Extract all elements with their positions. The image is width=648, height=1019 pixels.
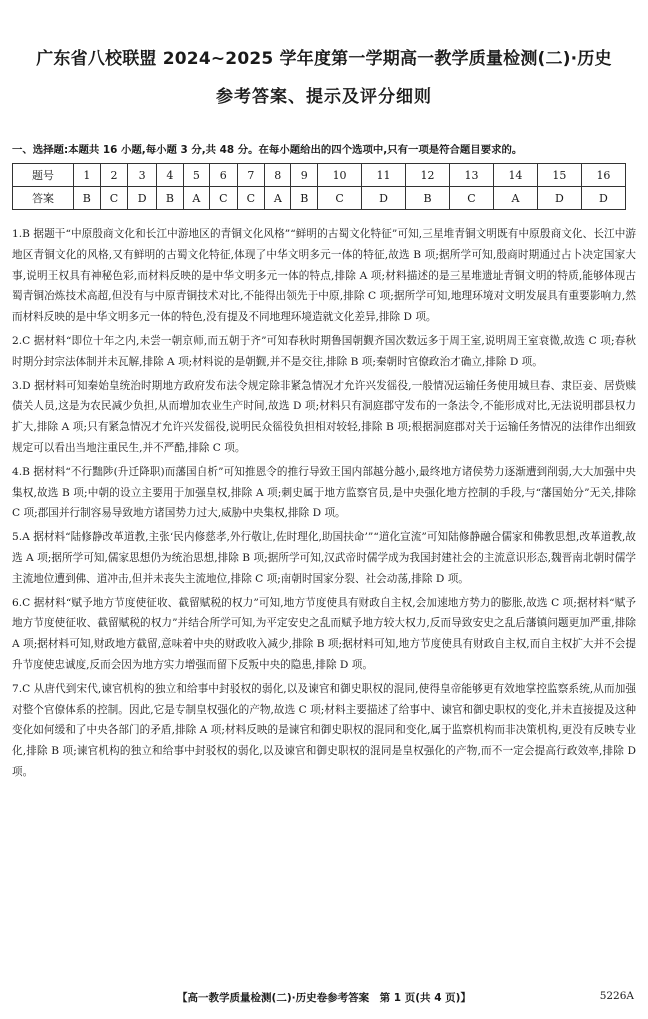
answer-cell: B	[291, 187, 318, 210]
question-number-cell: 13	[449, 164, 493, 187]
explanation-text: 从唐代到宋代,谏官机构的独立和给事中封驳权的弱化,以及谏官和御史职权的混同,使得皇帝能够更有效地掌控监察系统,从而加强对整个官僚体系的控制。因此,它是专制皇权强化的产物,故选 C 项;材料主要描述了给事中、谏官和御史职权的变化,并未直接提及这种变化如何缓和了中央各部门的矛盾,排除 A 项;材料反映的是谏官和御史职权的混同和变化,属于监察机构而非决策机构,更没有反映专业化,排除 B 项;谏官机构的独立和给事中封驳权的弱化,以及谏官和御史职权的混同是皇权强化的产物,而不一定会提高行政效率,排除 D 项。	[12, 682, 636, 778]
answer-cell: D	[362, 187, 406, 210]
explanation-text: 据材料“陆修静改革道教,主张‘民内修慈孝,外行敬让,佐时理化,助国扶命’”“道化宣流”可知陆修静融合儒家和佛教思想,改革道教,故选 A 项;据所学可知,儒家思想仍为统治思想,排除 B 项;据所学可知,汉武帝时儒学成为我国封建社会的主流意识形态,魏晋南北朝时儒学主流地位遭到佛、道冲击,但并未丧失主流地位,排除 C 项;南朝时国家分裂、社会动荡,排除 D 项。	[12, 531, 636, 585]
explanation-number: 6.C	[12, 596, 31, 609]
explanation-text: 据材料“即位十年之内,未尝一朝京师,而五朝于齐”可知春秋时期鲁国朝觐齐国次数远多于周王室,说明周王室衰微,故选 C 项;春秋时期分封宗法体制并未瓦解,排除 A 项;材料说的是朝觐,并不是交往,排除 B 项;秦朝时官僚政治才确立,排除 D 项。	[12, 334, 636, 368]
question-number-cell: 16	[581, 164, 625, 187]
question-number-cell: 5	[183, 164, 209, 187]
answer-cell: B	[157, 187, 184, 210]
answer-cell: C	[237, 187, 265, 210]
explanation-text: 据题干“中原殷商文化和长江中游地区的青铜文化风格”“鲜明的古蜀文化特征”可知,三星堆青铜文明既有中原殷商文化、长江中游地区青铜文化的风格,又有鲜明的古蜀文化特征,体现了中华文明多元一体的特征,故选 B 项;据所学可知,殷商时期通过占卜决定国家大事,说明王权具有神秘色彩,而材料反映的是中华文明多元一体的特点,排除 A 项;材料描述的是三星堆遗址青铜文明的特质,能够体现古蜀青铜冶炼技术高超,但没有与中原青铜技术对比,不能得出领先于中原,排除 C 项;据所学可知,地理环境对文明发展具有重要影响力,然而材料反映的是中华文明多元一体的特色,没有提及不同地理环境造就文化差异,排除 D 项。	[12, 228, 636, 324]
question-number-cell: 10	[318, 164, 362, 187]
question-number-cell: 9	[291, 164, 318, 187]
answer-cell: C	[100, 187, 128, 210]
explanation-number: 1.B	[12, 228, 30, 240]
answer-cell: B	[406, 187, 450, 210]
question-number-cell: 15	[537, 164, 581, 187]
question-number-cell: 4	[157, 164, 184, 187]
answer-cell: D	[537, 187, 581, 210]
explanation-number: 4.B	[12, 465, 30, 478]
question-number-cell: 6	[209, 164, 237, 187]
answer-cell: A	[265, 187, 291, 210]
question-number-cell: 14	[493, 164, 537, 187]
row-label-number: 题号	[13, 164, 74, 187]
answer-cell: A	[183, 187, 209, 210]
page-title: 广东省八校联盟 2024~2025 学年度第一学期高一教学质量检测(二)·历史	[36, 49, 612, 69]
answer-cell: C	[318, 187, 362, 210]
explanation-text: 据材料“赋予地方节度使征收、截留赋税的权力”可知,地方节度使具有财政自主权,会加速地方势力的膨胀,故选 C 项;据材料“赋予地方节度使征收、截留赋税的权力”并结合所学可知,为平定安史之乱而赋予地方较大权力,反而导致安史之乱后藩镇问题更加严重,排除 A 项;据材料可知,财政地方截留,意味着中央的财政收入减少,排除 B 项;据材料可知,地方节度使具有财政自主权,而自主权扩大并不会提升节度使忠诚度,反而会因为地方实力增强而留下反叛中央的隐患,排除 D 项。	[12, 596, 636, 671]
question-number-cell: 7	[237, 164, 265, 187]
answer-cell: A	[493, 187, 537, 210]
explanation-number: 7.C	[12, 682, 31, 695]
footer-code: 5226A	[599, 990, 634, 1002]
answer-cell: B	[74, 187, 101, 210]
question-number-cell: 12	[406, 164, 450, 187]
explanation-item	[12, 527, 636, 589]
explanation-item	[12, 593, 636, 676]
explanation-item	[12, 679, 636, 783]
explanation-text: 据材料“不行黜陟(升迁降职)而藩国自析”可知推恩令的推行导致王国内部越分越小,最终地方诸侯势力逐渐遭到削弱,大大加强中央集权,故选 B 项;中朝的设立主要用于加强皇权,排除 A 项;刺史属于地方监察官员,是中央强化地方控制的手段,与“藩国始分”无关,排除 C 项;郡国并行制容易导致地方诸国势力过大,威胁中央集权,排除 D 项。	[12, 465, 636, 520]
answer-cell: C	[209, 187, 237, 210]
answer-row	[13, 187, 626, 210]
question-number-cell: 3	[128, 164, 157, 187]
footer-page-info: 【高一教学质量检测(二)·历史卷参考答案 第 1 页(共 4 页)】	[177, 992, 471, 1004]
explanation-item	[12, 462, 636, 524]
explanation-item	[12, 376, 636, 459]
explanation-list	[12, 224, 636, 786]
question-number-cell: 2	[100, 164, 128, 187]
answer-cell: D	[581, 187, 625, 210]
explanation-text: 据材料可知秦始皇统治时期地方政府发布法令规定除非紧急情况才允许兴发徭役,一般情况运输任务使用城旦春、隶臣妾、居赀赎债关人员,这是为农民减少负担,从而增加农业生产时间,故选 D 项;材料只有洞庭郡守发布的一条法令,不能形成对比,无法说明郡县权力扩大,排除 A 项;只有紧急情况才允许兴发徭役,说明民众徭役负担相对较轻,排除 B 项;根据洞庭郡对关于运输任务情况的法律作出细致规定可以看出当地注重民生,并不严酷,排除 C 项。	[12, 379, 636, 454]
answer-cell: D	[128, 187, 157, 210]
page-footer	[0, 990, 648, 1008]
question-number-cell: 11	[362, 164, 406, 187]
explanation-item	[12, 224, 636, 328]
question-number-cell: 1	[74, 164, 101, 187]
page-subtitle: 参考答案、提示及评分细则	[216, 87, 432, 107]
question-number-row	[13, 164, 626, 187]
explanation-number: 3.D	[12, 379, 31, 392]
question-number-cell: 8	[265, 164, 291, 187]
explanation-number: 2.C	[12, 334, 31, 347]
explanation-number: 5.A	[12, 531, 30, 544]
section-heading: 一、选择题:本题共 16 小题,每小题 3 分,共 48 分。在每小题给出的四个选项中,只有一项是符合题目要求的。	[12, 144, 523, 156]
answer-table	[12, 163, 626, 210]
answer-cell: C	[449, 187, 493, 210]
explanation-item	[12, 331, 636, 373]
row-label-answer: 答案	[13, 187, 74, 210]
